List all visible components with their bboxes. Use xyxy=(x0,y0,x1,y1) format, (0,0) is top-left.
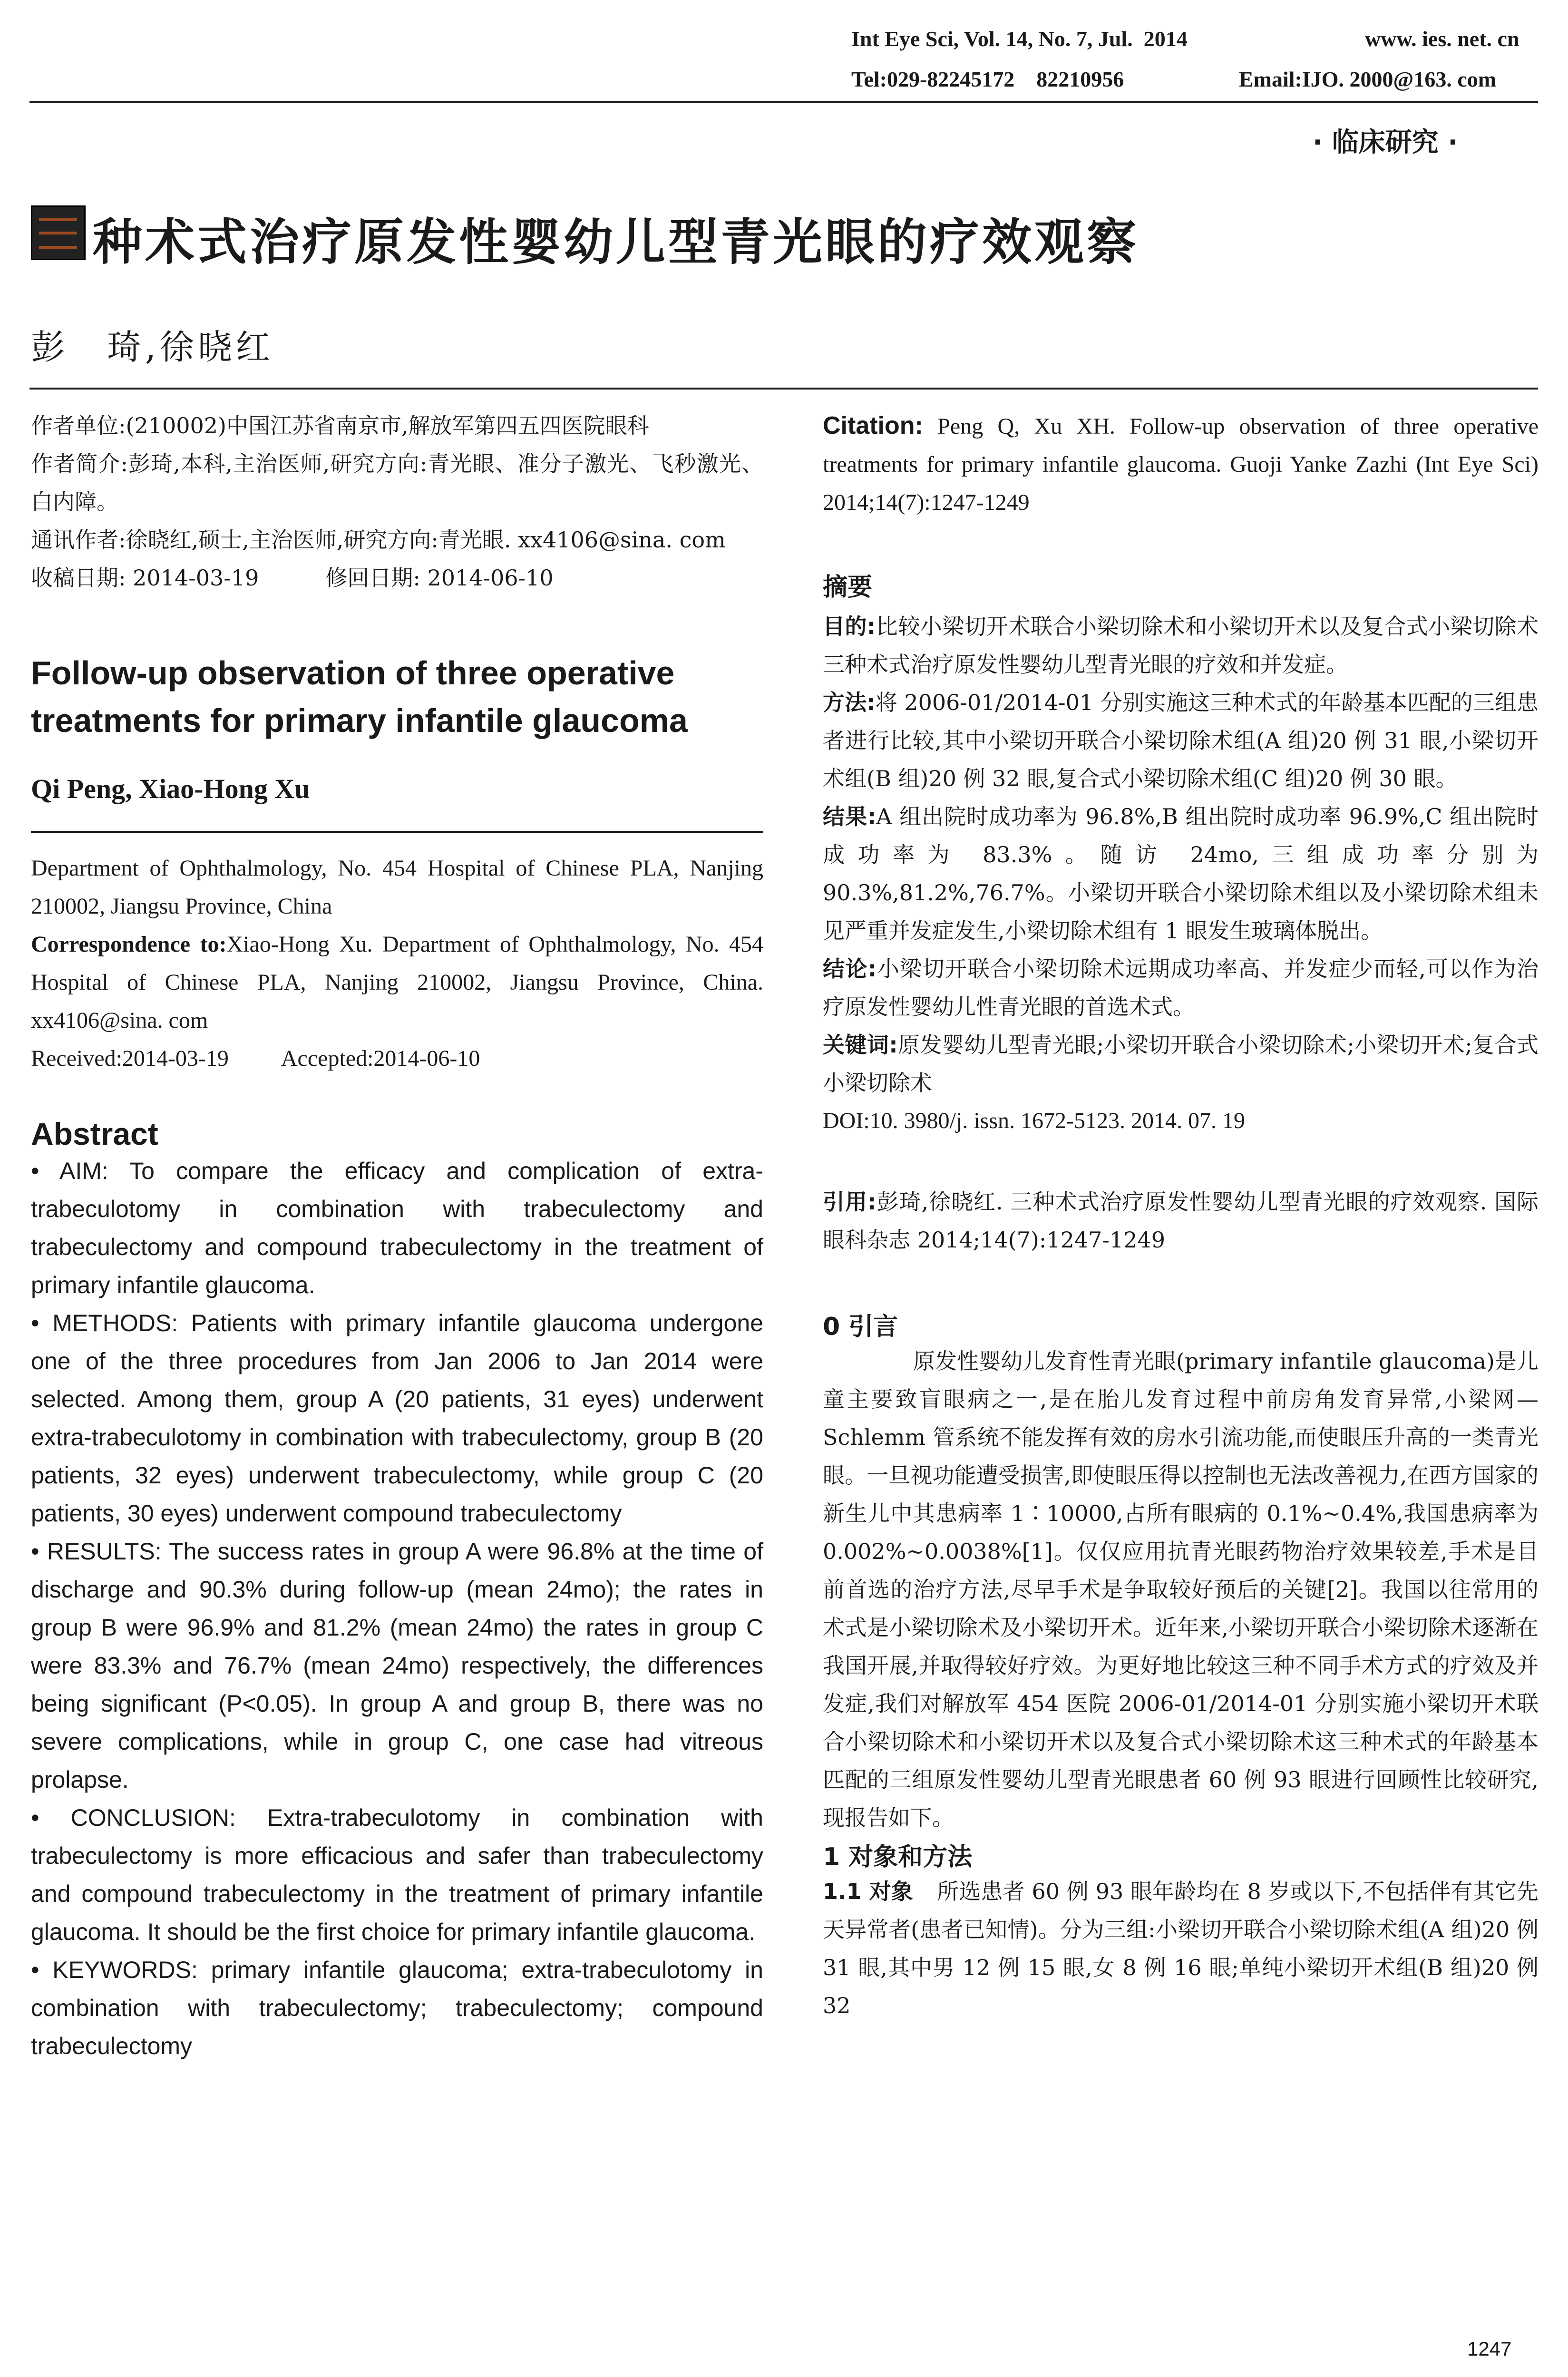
dates-cn xyxy=(31,559,763,597)
abstract-heading: Abstract xyxy=(31,1116,158,1151)
abstract-keywords: • KEYWORDS: primary infantile glaucoma; extra-trabeculotomy in combination with trabeculectomy; trabeculectomy; compound trabeculectomy xyxy=(31,1957,763,2059)
journal-email[interactable]: Email:IJO. 2000@163. com xyxy=(1239,67,1497,91)
methods-cn: 将 2006-01/2014-01 分别实施这三种术式的年龄基本匹配的三组患者进行比较,其中小梁切开联合小梁切除术组(A 组)20 例 31 眼,小梁切开术组(B 组)20 例 32 眼,复合式小梁切除术组(C 组)20 例 30 眼。 xyxy=(823,690,1539,791)
citation-text: Peng Q, Xu XH. Follow-up observation of three operative treatments for primary infantile glaucoma. Guoji Yanke Zazhi (Int Eye Sci) 2014;14(7):1247-1249 xyxy=(823,414,1539,515)
aim-cn: 比较小梁切开术联合小梁切除术和小梁切开术以及复合式小梁切除术三种术式治疗原发性婴幼儿型青光眼的疗效和并发症。 xyxy=(823,614,1539,677)
correspondence xyxy=(31,925,763,1040)
correspondence-label: Correspondence to: xyxy=(31,932,227,957)
abstract-conclusion: • CONCLUSION: Extra-trabeculotomy in combination with trabeculectomy is more efficacious and safer than trabeculectomy and compound trabeculectomy in the treatment of primary infantile glaucoma. It should be the first choice for primary infantile glaucoma. xyxy=(31,1804,763,1945)
right-column xyxy=(823,407,1539,2025)
accepted-en: Accepted:2014-06-10 xyxy=(281,1046,480,1071)
revised-date: 修回日期: 2014-06-10 xyxy=(325,565,554,591)
correspondence-text: Xiao-Hong Xu. Department of Ophthalmology, No. 454 Hospital of Chinese PLA, Nanjing 210002, Jiangsu Province, China. xx4106@sina. com xyxy=(31,932,764,1033)
aim-cn-label: 目的: xyxy=(823,614,876,639)
keywords-cn-label: 关键词: xyxy=(823,1032,898,1058)
corresponding-author: 通讯作者:徐晓红,硕士,主治医师,研究方向:青光眼. xx4106@sina. com xyxy=(31,527,726,553)
section-label: · 临床研究 · xyxy=(1313,127,1458,158)
author-unit: 作者单位:(210002)中国江苏省南京市,解放军第四五四医院眼科 xyxy=(31,413,649,438)
english-title: Follow-up observation of three operative treatments for primary infantile glaucoma xyxy=(31,654,688,739)
methods-cn-label: 方法: xyxy=(823,690,876,715)
received-date: 收稿日期: 2014-03-19 xyxy=(31,565,259,591)
intro-heading: 0 引言 xyxy=(823,1313,898,1341)
affiliation: Department of Ophthalmology, No. 454 Hospital of Chinese PLA, Nanjing 210002, Jiangsu Province, China xyxy=(31,856,763,919)
journal-line: Int Eye Sci, Vol. 14, No. 7, Jul. 2014 xyxy=(851,27,1188,51)
abstract-methods: • METHODS: Patients with primary infantile glaucoma undergone one of the three procedures from Jan 2006 to Jan 2014 were selected. Among them, group A (20 patients, 31 eyes) underwent extra-trabeculotomy in combination with trabeculectomy, group B (20 patients, 32 eyes) underwent trabeculectomy, while group C (20 patients, 30 eyes) underwent compound trabeculectomy xyxy=(31,1310,763,1527)
authors-rule xyxy=(31,831,763,833)
cite-cn: 彭琦,徐晓红. 三种术式治疗原发性婴幼儿型青光眼的疗效观察. 国际眼科杂志 2014;14(7):1247-1249 xyxy=(823,1189,1539,1253)
article-title: 种术式治疗原发性婴幼儿型青光眼的疗效观察 xyxy=(93,213,1139,271)
results-cn-label: 结果: xyxy=(823,804,877,829)
page-number: 1247 xyxy=(1467,2338,1512,2360)
left-column xyxy=(31,407,763,2065)
journal-website[interactable]: www. ies. net. cn xyxy=(1365,27,1519,51)
cite-cn-label: 引用: xyxy=(823,1189,877,1215)
abstract-cn-heading: 摘要 xyxy=(823,573,873,602)
header-rule xyxy=(29,101,1538,103)
conclusion-cn-label: 结论: xyxy=(823,956,877,982)
methods-heading: 1 对象和方法 xyxy=(823,1843,973,1871)
keywords-cn: 原发婴幼儿型青光眼;小梁切开联合小梁切除术;小梁切开术;复合式小梁切除术 xyxy=(823,1032,1539,1096)
subjects-label: 1.1 对象 xyxy=(823,1879,913,1904)
authors-cn: 彭 琦,徐晓红 xyxy=(31,327,274,367)
abstract-aim: • AIM: To compare the efficacy and complication of extra-trabeculotomy in combination with trabeculectomy and trabeculectomy and compound trabeculectomy in the treatment of primary infantile glaucoma. xyxy=(31,1158,763,1298)
journal-tel: Tel:029-82245172 82210956 xyxy=(851,67,1124,91)
dates-en xyxy=(31,1040,763,1078)
title-initial-block xyxy=(31,205,86,260)
english-authors: Qi Peng, Xiao-Hong Xu xyxy=(31,773,310,804)
intro-paragraph: 原发性婴幼儿发育性青光眼(primary infantile glaucoma)是儿童主要致盲眼病之一,是在胎儿发育过程中前房角发育异常,小梁网—Schlemm 管系统不能发挥有效的房水引流功能,而使眼压升高的一类青光眼。一旦视功能遭受损害,即使眼压得以控制也无法改善视力,在西方国家的新生儿中其患病率 1∶10000,占所有眼病的 0.1%~0.4%,我国患病率为 0.002%~0.0038%[1]。仅仅应用抗青光眼药物治疗效果较差,手术是目前首选的治疗方法,尽早手术是争取较好预后的关键[2]。我国以往常用的术式是小梁切除术及小梁切开术。近年来,小梁切开联合小梁切除术逐渐在我国开展,并取得较好疗效。为更好地比较这三种不同手术方式的疗效及并发症,我们对解放军 454 医院 2006-01/2014-01 分别实施小梁切开术联合小梁切除术和小梁切开术以及复合式小梁切除术这三种术式的年龄基本匹配的三组原发性婴幼儿型青光眼患者 60 例 93 眼进行回顾性比较研究,现报告如下。 xyxy=(823,1348,1539,1831)
conclusion-cn: 小梁切开联合小梁切除术远期成功率高、并发症少而轻,可以作为治疗原发性婴幼儿性青光眼的首选术式。 xyxy=(823,956,1539,1020)
title-rule xyxy=(29,388,1538,390)
received-en: Received:2014-03-19 xyxy=(31,1046,229,1071)
results-cn: A 组出院时成功率为 96.8%,B 组出院时成功率 96.9%,C 组出院时成功率为 83.3%。随访 24mo,三组成功率分别为 90.3%,81.2%,76.7%。小梁切开联合小梁切除术组以及小梁切除术组未见严重并发症发生,小梁切除术组有 1 眼发生玻璃体脱出。 xyxy=(823,804,1539,944)
doi[interactable]: DOI:10. 3980/j. issn. 1672-5123. 2014. 07. 19 xyxy=(823,1108,1245,1133)
author-bio: 作者简介:彭琦,本科,主治医师,研究方向:青光眼、准分子激光、飞秒激光、白内障。 xyxy=(31,451,763,515)
subjects-text: 所选患者 60 例 93 眼年龄均在 8 岁或以下,不包括伴有其它先天异常者(患者已知情)。分为三组:小梁切开联合小梁切除术组(A 组)20 例 31 眼,其中男 12 例 15 眼,女 8 例 16 眼;单纯小梁切开术组(B 组)20 例 32 xyxy=(823,1879,1539,2018)
citation-label: Citation: xyxy=(823,412,923,439)
abstract-results: • RESULTS: The success rates in group A were 96.8% at the time of discharge and 90.3% during follow-up (mean 24mo); the rates in group B were 96.9% and 81.2% (mean 24mo) the rates in group C were 83.3% and 76.7% (mean 24mo) respectively, the differences being significant (P<0.05). In group A and group B, there was no severe complications, while in group C, one case had vitreous prolapse. xyxy=(31,1538,763,1793)
